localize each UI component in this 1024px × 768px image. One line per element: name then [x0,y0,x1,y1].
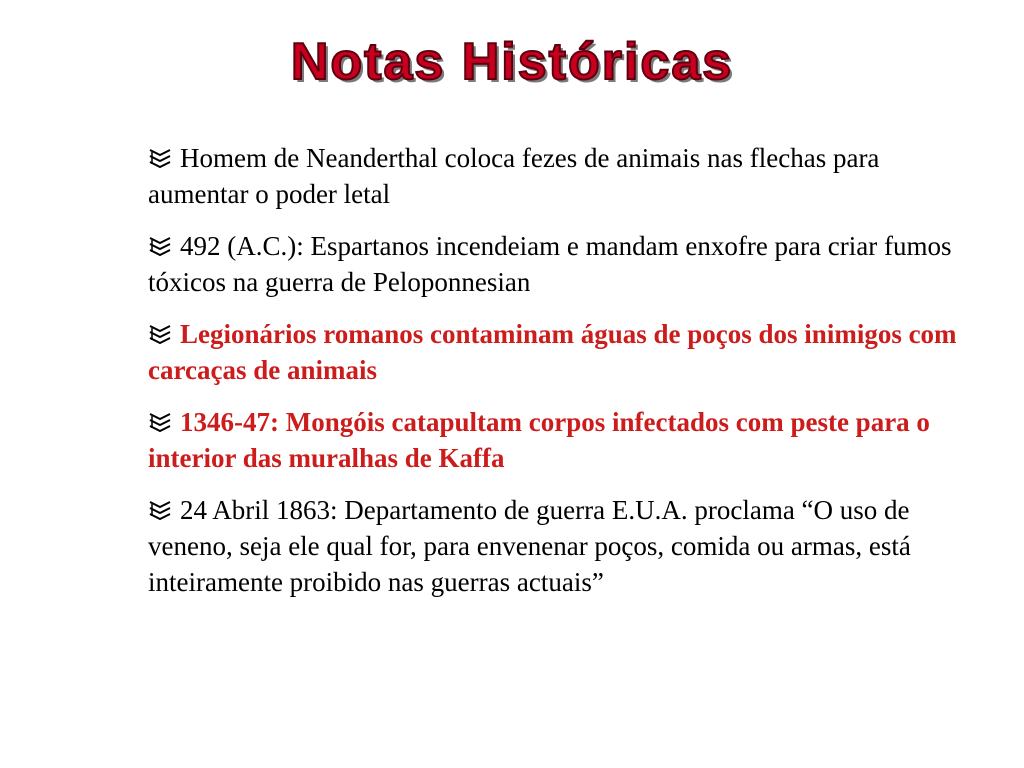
bullet-text: 1346-47: Mongóis catapultam corpos infectados com peste para o interior das muralhas de Kaffa [148,407,930,473]
stacked-books-icon [148,499,172,521]
slide-title: Notas Históricas [290,33,734,91]
stacked-books-icon [148,235,172,257]
bullet-text: Legionários romanos contaminam águas de poços dos inimigos com carcaças de animais [148,319,957,385]
stacked-books-icon [148,323,172,345]
bullet-item-2 [148,228,978,300]
stacked-books-icon [148,147,172,169]
bullet-text: 492 (A.C.): Espartanos incendeiam e mandam enxofre para criar fumos tóxicos na guerra de Peloponnesian [148,231,952,297]
bullet-item-4 [148,404,978,476]
bullet-item-3 [148,316,978,388]
bullet-text: Homem de Neanderthal coloca fezes de animais nas flechas para aumentar o poder letal [148,143,880,209]
bullet-item-5 [148,492,978,600]
bullet-list [148,140,978,616]
stacked-books-icon [148,411,172,433]
bullet-text: 24 Abril 1863: Departamento de guerra E.U.A. proclama “O uso de veneno, seja ele qual for, para envenenar poços, comida ou armas, está inteiramente proibido nas guerras actuais” [148,495,911,597]
bullet-item-1 [148,140,978,212]
